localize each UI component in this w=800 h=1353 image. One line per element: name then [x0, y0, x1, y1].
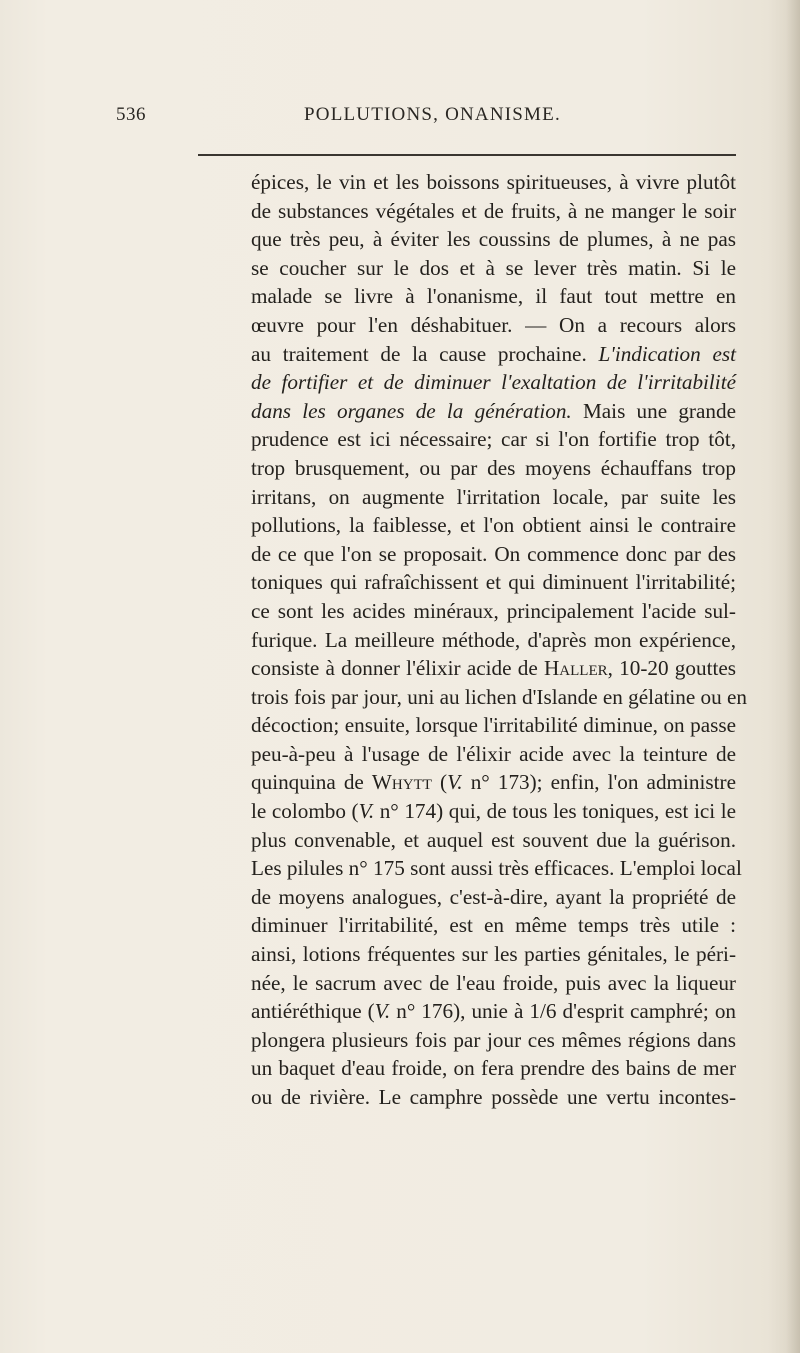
text-line: [251, 340, 736, 369]
text-line: décoction; ensuite, lorsque l'irritabilité diminue, on passe: [251, 713, 736, 738]
text-line: furique. La meilleure méthode, d'après mon expérience,: [251, 627, 736, 652]
text-run: quinquina de: [251, 770, 364, 795]
text-run: au traitement de la cause prochaine.: [251, 341, 587, 366]
text-line: Les pilules n° 175 sont aussi très efficaces. L'emploi local: [251, 856, 742, 881]
page-number: 536: [116, 104, 146, 125]
text-line: de moyens analogues, c'est-à-dire, ayant la propriété de: [251, 884, 736, 909]
author-name: Whytt: [371, 770, 432, 795]
text-line: [251, 654, 736, 683]
text-line: trois fois par jour, uni au lichen d'Islande en gélatine ou en: [251, 684, 748, 709]
author-name: Haller: [543, 656, 608, 681]
italic-run: V.: [358, 799, 375, 824]
text-line: peu-à-peu à l'usage de l'élixir acide avec la teinture de: [251, 741, 736, 766]
text-line: malade se livre à l'onanisme, il faut tout mettre en: [251, 284, 736, 309]
text-line: toniques qui rafraîchissent et qui diminuent l'irritabilité;: [251, 570, 736, 595]
text-line: trop brusquement, ou par des moyens échauffans trop: [251, 455, 736, 480]
text-run: , 10-20 gouttes: [607, 656, 737, 681]
text-line: [251, 397, 736, 426]
text-line: plus convenable, et auquel est souvent due la guérison.: [251, 827, 736, 852]
header-rule: [198, 154, 736, 156]
text-line: prudence est ici nécessaire; car si l'on fortifie trop tôt,: [251, 427, 736, 452]
text-line: que très peu, à éviter les coussins de plumes, à ne pas: [251, 227, 736, 252]
page-edge-shadow: [786, 0, 800, 1353]
text-run: (: [440, 770, 448, 795]
running-head: POLLUTIONS, ONANISME.: [304, 104, 561, 125]
italic-run: L'indication est: [598, 341, 737, 366]
text-run: consiste à donner l'élixir acide de: [251, 656, 538, 681]
italic-run: V.: [374, 999, 391, 1024]
text-line: [251, 797, 736, 826]
text-run: n° 173); enfin, l'on administre: [470, 770, 736, 795]
text-line: un baquet d'eau froide, on fera prendre des bains de mer: [251, 1056, 736, 1081]
text-line: de fortifier et de diminuer l'exaltation de l'irritabilité: [251, 370, 736, 395]
text-line: ce sont les acides minéraux, principalement l'acide sul-: [251, 598, 736, 623]
text-line: née, le sacrum avec de l'eau froide, puis avec la liqueur: [251, 970, 736, 995]
text-line: épices, le vin et les boissons spiritueuses, à vivre plutôt: [251, 170, 736, 194]
text-run: antiéréthique (: [251, 999, 375, 1024]
text-line: diminuer l'irritabilité, est en même temps très utile :: [251, 913, 736, 938]
body-text: [251, 168, 748, 1112]
italic-run: V.: [447, 770, 463, 795]
text-line: ou de rivière. Le camphre possède une vertu incontes-: [251, 1085, 736, 1109]
text-run: n° 174) qui, de tous les toniques, est ici le: [379, 799, 736, 824]
text-run: n° 176), unie à 1/6 d'esprit camphré; on: [396, 999, 737, 1024]
text-line: [251, 768, 736, 797]
text-line: irritans, on augmente l'irritation locale, par suite les: [251, 484, 736, 509]
italic-run: dans les organes de la génération.: [251, 398, 572, 423]
text-run: le colombo (: [251, 799, 359, 824]
text-line: se coucher sur le dos et à se lever très matin. Si le: [251, 255, 736, 280]
text-line: œuvre pour l'en déshabituer. — On a recours alors: [251, 312, 736, 337]
text-line: de ce que l'on se proposait. On commence donc par des: [251, 541, 736, 566]
text-line: plongera plusieurs fois par jour ces mêmes régions dans: [251, 1027, 736, 1052]
text-run: Mais une grande: [582, 398, 736, 423]
text-line: de substances végétales et de fruits, à ne manger le soir: [251, 198, 736, 223]
page-header: [0, 96, 800, 136]
text-line: pollutions, la faiblesse, et l'on obtient ainsi le contraire: [251, 513, 736, 538]
text-line: ainsi, lotions fréquentes sur les parties génitales, le péri-: [251, 942, 736, 967]
text-line: [251, 997, 736, 1026]
